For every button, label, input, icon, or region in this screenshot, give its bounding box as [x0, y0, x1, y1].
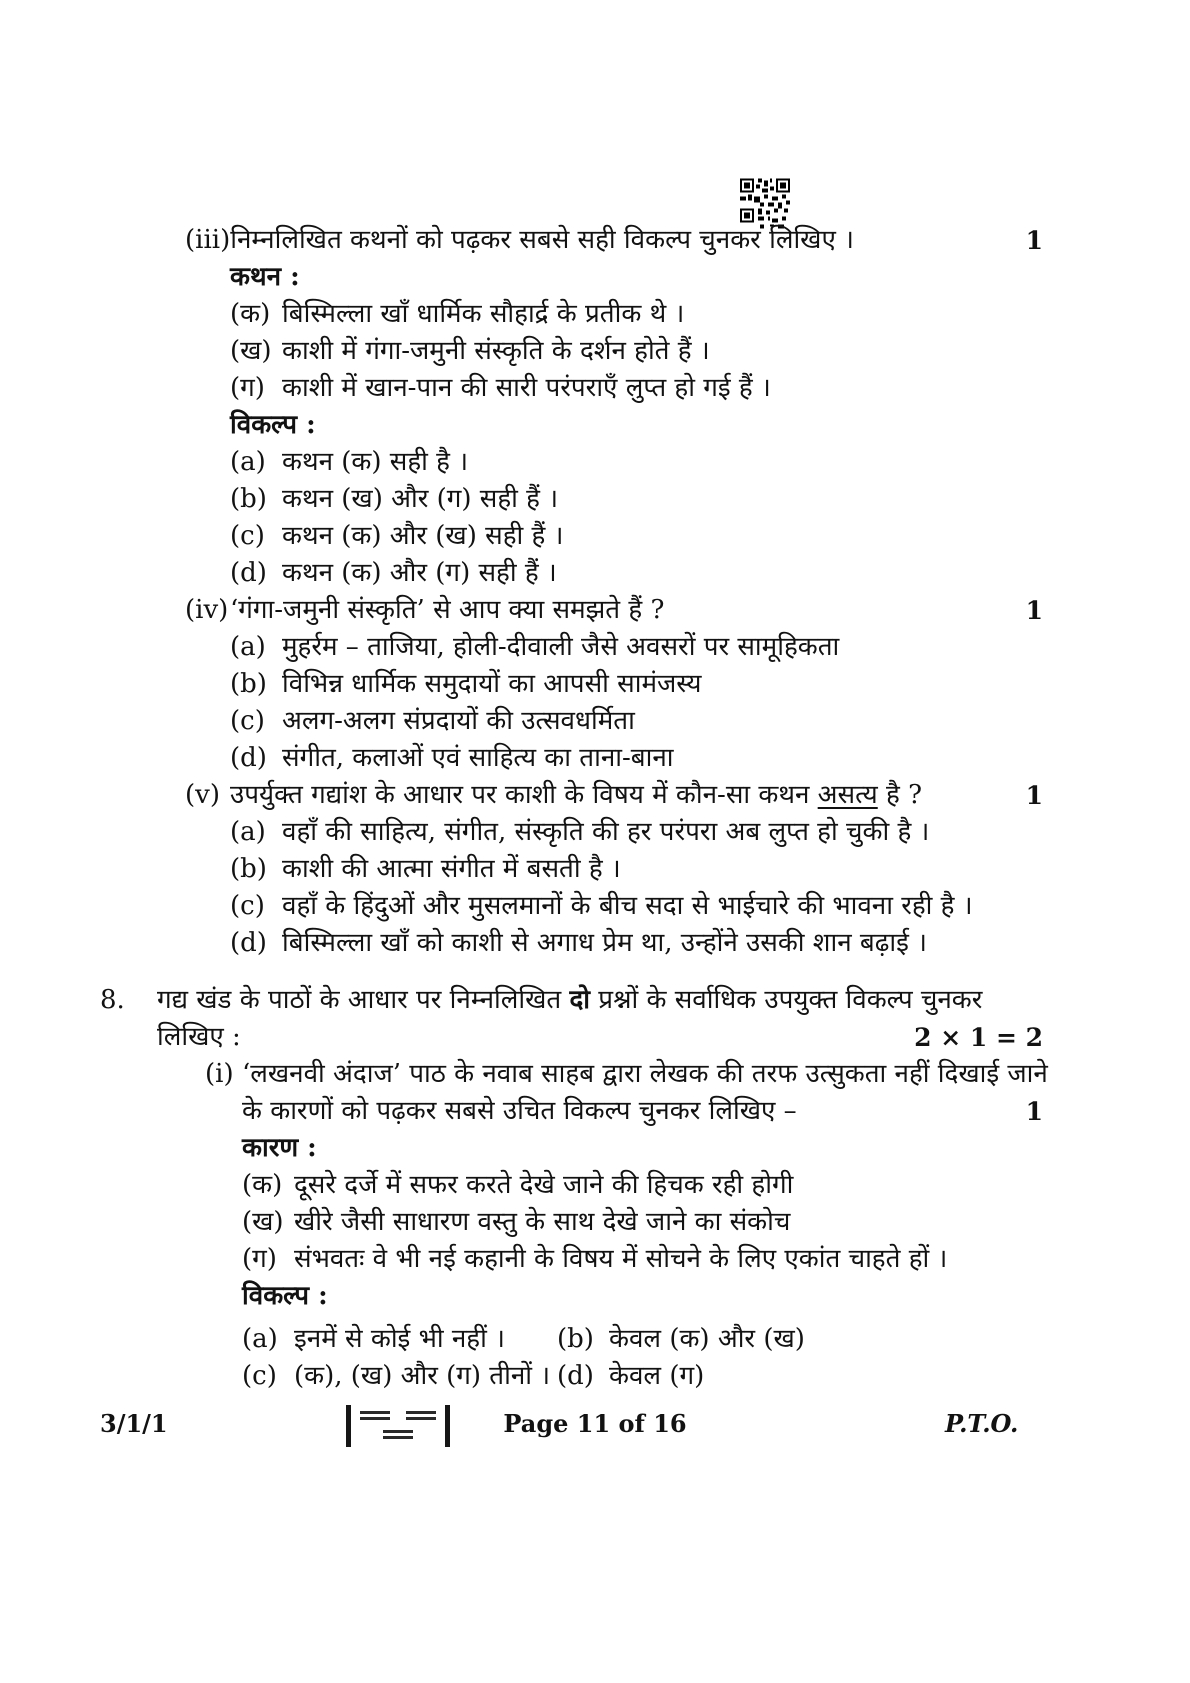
option-row — [157, 444, 1043, 481]
option-label: (c) — [230, 891, 265, 921]
question-7iii-text: निम्नलिखित कथनों को पढ़कर सबसे सही विकल्प चुनकर लिखिए । — [230, 225, 854, 255]
reason-text: संभवतः वे भी नई कहानी के विषय में सोचने के लिए एकांत चाहते हों । — [294, 1244, 948, 1274]
statement-row — [157, 333, 1043, 370]
option-label: (b) — [230, 484, 267, 514]
question-8-text-continued: लिखिए : — [157, 1022, 241, 1052]
option-row — [157, 666, 1043, 703]
question-7v — [157, 777, 1043, 814]
question-7v-text-before: उपर्युक्त गद्यांश के आधार पर काशी के विषय में कौन-सा कथन — [230, 780, 818, 810]
option-label: (a) — [230, 632, 266, 662]
option-row — [157, 925, 1043, 962]
question-7iv-marks: 1 — [1025, 596, 1043, 625]
option-cell — [557, 1358, 704, 1395]
option-label: (d) — [230, 558, 267, 588]
option-cell — [242, 1321, 557, 1358]
option-label: (a) — [230, 447, 266, 477]
question-7v-text — [230, 777, 922, 814]
question-8i-line2 — [157, 1093, 1043, 1130]
option-label: (d) — [230, 928, 267, 958]
question-7v-text-after: है ? — [877, 780, 923, 810]
reason-text: दूसरे दर्जे में सफर करते देखे जाने की हिचक रही होगी — [294, 1170, 794, 1200]
statement-label: (क) — [230, 299, 271, 329]
option-row — [157, 518, 1043, 555]
karan-heading — [157, 1130, 1043, 1167]
question-8i — [157, 1056, 1048, 1093]
option-label: (b) — [230, 854, 267, 884]
option-text: मुहर्रम – ताजिया, होली-दीवाली जैसे अवसरों पर सामूहिकता — [282, 632, 840, 662]
question-8-line1 — [157, 982, 1043, 1019]
question-7iv-text: ‘गंगा-जमुनी संस्कृति’ से आप क्या समझते हैं ? — [230, 595, 665, 625]
question-8i-text-line1: ‘लखनवी अंदाज’ पाठ के नवाब साहब द्वारा लेखक की तरफ उत्सुकता नहीं दिखाई जाने — [242, 1059, 1048, 1089]
statement-row — [157, 296, 1043, 333]
question-8-text-before: गद्य खंड के पाठों के आधार पर निम्नलिखित — [157, 985, 570, 1015]
reason-text: खीरे जैसी साधारण वस्तु के साथ देखे जाने का संकोच — [294, 1207, 791, 1237]
option-cell — [242, 1358, 557, 1395]
pto-label: P.T.O. — [945, 1409, 1019, 1438]
statement-text: बिस्मिल्ला खाँ धार्मिक सौहार्द्र के प्रतीक थे । — [282, 299, 685, 329]
vikalp-heading — [157, 1278, 1043, 1315]
question-8-marks: 2 × 1 = 2 — [914, 1023, 1043, 1052]
option-text: वहाँ की साहित्य, संगीत, संस्कृति की हर परंपरा अब लुप्त हो चुकी है । — [282, 817, 930, 847]
page-number-label: Page 11 of 16 — [503, 1409, 687, 1438]
option-label: (d) — [557, 1361, 594, 1391]
question-7iii-marks: 1 — [1025, 226, 1043, 255]
reason-row — [157, 1204, 1043, 1241]
question-8-number: 8. — [100, 985, 125, 1015]
reason-label: (क) — [242, 1170, 283, 1200]
statement-text: काशी में गंगा-जमुनी संस्कृति के दर्शन होते हैं । — [282, 336, 710, 366]
question-8i-text-line2: के कारणों को पढ़कर सबसे उचित विकल्प चुनकर लिखिए – — [242, 1096, 797, 1126]
option-text: (क), (ख) और (ग) तीनों । — [294, 1361, 551, 1391]
reason-label: (ख) — [242, 1207, 284, 1237]
question-7v-underlined-word: असत्य — [817, 780, 878, 810]
reason-row — [157, 1167, 1043, 1204]
option-text: संगीत, कलाओं एवं साहित्य का ताना-बाना — [282, 743, 674, 773]
option-row — [157, 481, 1043, 518]
option-label: (a) — [230, 817, 266, 847]
option-label: (d) — [230, 743, 267, 773]
reason-label: (ग) — [242, 1244, 277, 1274]
vikalp-heading — [157, 407, 1043, 444]
option-label: (a) — [242, 1324, 278, 1354]
option-text: काशी की आत्मा संगीत में बसती है । — [282, 854, 621, 884]
option-row — [157, 629, 1043, 666]
option-row — [157, 555, 1043, 592]
question-8-line2 — [157, 1019, 1043, 1056]
option-row — [157, 740, 1043, 777]
option-label: (b) — [557, 1324, 594, 1354]
question-7v-marks: 1 — [1025, 781, 1043, 810]
option-label: (c) — [230, 706, 265, 736]
option-cell — [557, 1321, 805, 1358]
question-8-text-after: प्रश्नों के सर्वाधिक उपयुक्त विकल्प चुनकर — [590, 985, 983, 1015]
option-text: बिस्मिल्ला खाँ को काशी से अगाध प्रेम था, उन्होंने उसकी शान बढ़ाई । — [282, 928, 928, 958]
question-8i-number: (i) — [205, 1059, 234, 1089]
option-row — [157, 851, 1043, 888]
option-text: कथन (ख) और (ग) सही हैं । — [282, 484, 559, 514]
option-text: कथन (क) और (ग) सही हैं । — [282, 558, 557, 588]
option-label: (b) — [230, 669, 267, 699]
option-text: विभिन्न धार्मिक समुदायों का आपसी सामंजस्य — [282, 669, 702, 699]
karan-heading-text: कारण : — [242, 1133, 317, 1163]
question-7v-number: (v) — [185, 780, 220, 810]
option-text: अलग-अलग संप्रदायों की उत्सवधर्मिता — [282, 706, 635, 736]
statement-label: (ख) — [230, 336, 272, 366]
reason-row — [157, 1241, 1043, 1278]
option-text: कथन (क) और (ख) सही हैं । — [282, 521, 564, 551]
statement-text: काशी में खान-पान की सारी परंपराएँ लुप्त हो गई हैं । — [282, 373, 771, 403]
question-7iii — [157, 222, 1043, 259]
option-row — [157, 703, 1043, 740]
option-row — [157, 888, 1043, 925]
vikalp-heading-text: विकल्प : — [230, 410, 316, 440]
option-text: कथन (क) सही है । — [282, 447, 469, 477]
option-label: (c) — [230, 521, 265, 551]
question-8-text — [157, 982, 982, 1019]
question-8i-marks: 1 — [1025, 1097, 1043, 1126]
option-row — [157, 814, 1043, 851]
question-8 — [100, 982, 1043, 1056]
option-text: इनमें से कोई भी नहीं । — [294, 1324, 505, 1354]
question-8-bold-word: दो — [569, 985, 591, 1015]
question-7iv-number: (iv) — [185, 595, 229, 625]
kathan-heading-text: कथन : — [230, 262, 300, 292]
option-label: (c) — [242, 1361, 277, 1391]
statement-row — [157, 370, 1043, 407]
question-7iv — [157, 592, 1043, 629]
statement-label: (ग) — [230, 373, 265, 403]
option-text: केवल (ग) — [609, 1361, 705, 1391]
paper-set-code: 3/1/1 — [100, 1409, 168, 1438]
questions-content — [100, 222, 1048, 1395]
option-text: वहाँ के हिंदुओं और मुसलमानों के बीच सदा से भाईचारे की भावना रही है । — [282, 891, 973, 921]
vikalp-heading-text: विकल्प : — [242, 1281, 328, 1311]
kathan-heading — [157, 259, 1043, 296]
question-7iii-number: (iii) — [185, 225, 231, 255]
option-row-two-column — [157, 1321, 1043, 1358]
option-text: केवल (क) और (ख) — [609, 1324, 805, 1354]
option-row-two-column — [157, 1358, 1043, 1395]
